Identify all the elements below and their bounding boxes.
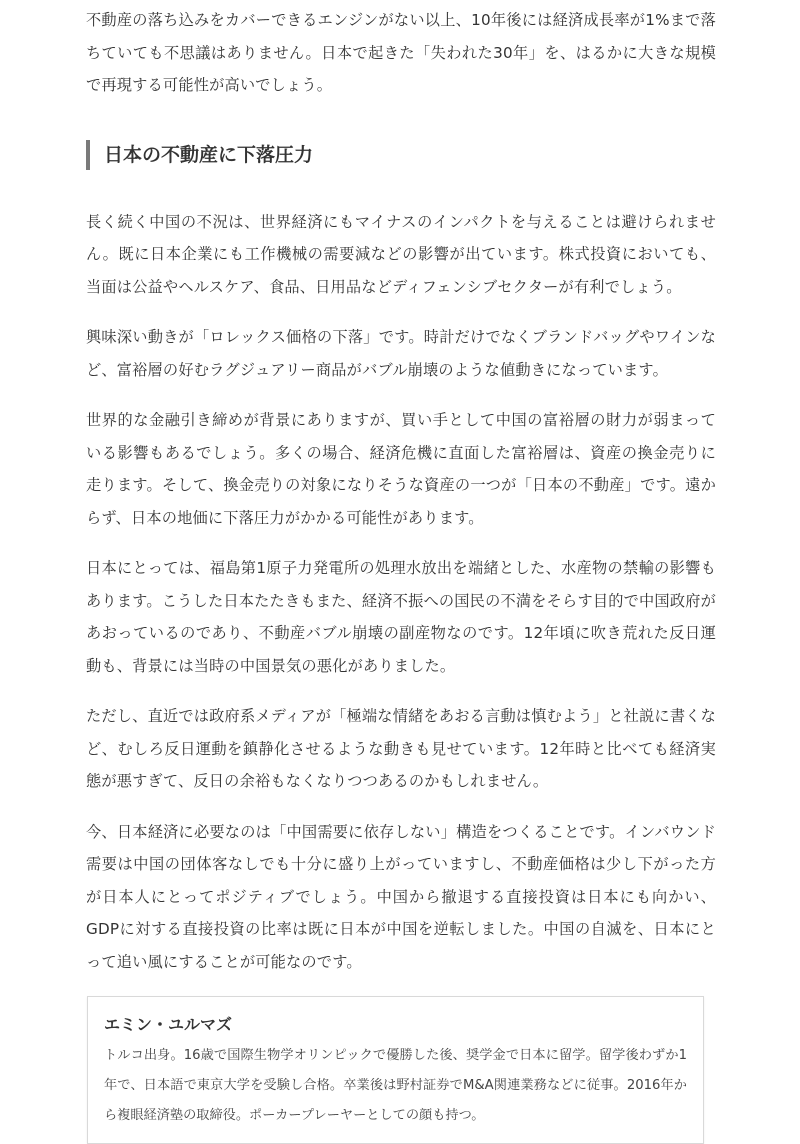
paragraph: 世界的な金融引き締めが背景にありますが、買い手として中国の富裕層の財力が弱まっている影響もあるでしょう。多くの場合、経済危機に直面した富裕層は、資産の換金売りに走ります。そして、換金売りの対象になりそうな資産の一つが「日本の不動産」です。遠からず、日本の地価に下落圧力がかかる可能性があります。 — [86, 411, 716, 527]
paragraph: 日本にとっては、福島第1原子力発電所の処理水放出を端緒とした、水産物の禁輸の影響もあります。こうした日本たたきもまた、経済不振への国民の不満をそらす目的で中国政府があおっているのであり、不動産バブル崩壊の副産物なのです。12年頃に吹き荒れた反日運動も、背景には当時の中国景気の悪化がありました。 — [86, 559, 716, 675]
paragraph: 今、日本経済に必要なのは「中国需要に依存しない」構造をつくることです。インバウンド需要は中国の団体客なしでも十分に盛り上がっていますし、不動産価格は少し下がった方が日本人にとってポジティブでしょう。中国から撤退する直接投資は日本にも向かい、GDPに対する直接投資の比率は既に日本が中国を逆転しました。中国の自滅を、日本にとって追い風にすることが可能なのです。 — [86, 822, 716, 971]
paragraph: ただし、直近では政府系メディアが「極端な情緒をあおる言動は慎むよう」と社説に書くなど、むしろ反日運動を鎮静化させるような動きも見せています。12年時と比べても経済実態が悪すぎて、反日の余裕もなくなりつつあるのかもしれません。 — [86, 707, 716, 790]
intro-paragraph: 不動産の落ち込みをカバーできるエンジンがない以上、10年後には経済成長率が1%まで落ちていても不思議はありません。日本で起きた「失われた30年」を、はるかに大きな規模で再現する可能性が高いでしょう。 — [86, 11, 716, 94]
article-body — [86, 0, 716, 1144]
author-profile-box — [87, 996, 704, 1144]
author-bio: トルコ出身。16歳で国際生物学オリンピックで優勝した後、奨学金で日本に留学。留学後わずか1年で、日本語で東京大学を受験し合格。卒業後は野村証券でM&A関連業務などに従事。2016年から複眼経済塾の取締役。ポーカープレーヤーとしての顔も持つ。 — [104, 1048, 687, 1123]
author-name: エミン・ユルマズ — [104, 1015, 233, 1034]
paragraph: 長く続く中国の不況は、世界経済にもマイナスのインパクトを与えることは避けられません。既に日本企業にも工作機械の需要減などの影響が出ています。株式投資においても、当面は公益やヘルスケア、食品、日用品などディフェンシブセクターが有利でしょう。 — [86, 212, 716, 296]
paragraph: 興味深い動きが「ロレックス価格の下落」です。時計だけでなくブランドバッグやワインなど、富裕層の好むラグジュアリー商品がバブル崩壊のような値動きになっています。 — [86, 328, 716, 379]
section-heading: 日本の不動産に下落圧力 — [86, 140, 716, 170]
